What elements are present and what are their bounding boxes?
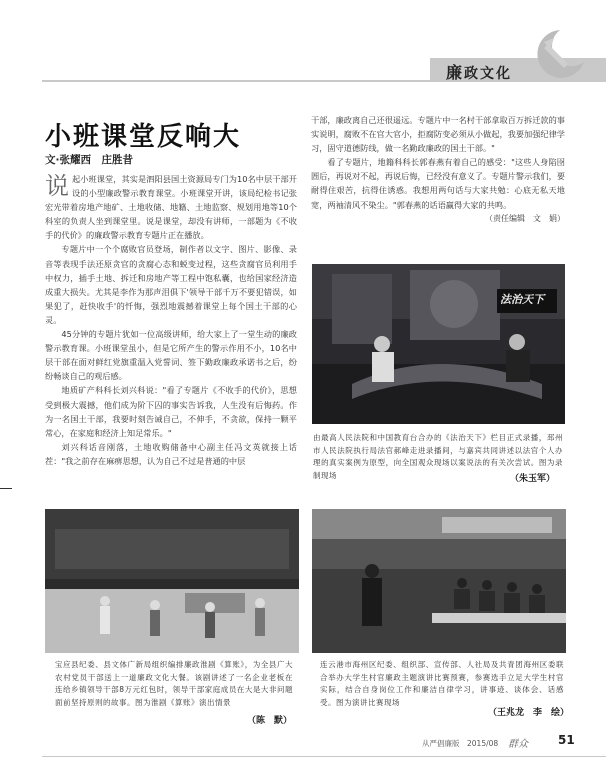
photo-speech-contest xyxy=(312,509,566,653)
credit-speech-contest: （王兆龙 李 绘） xyxy=(488,708,570,718)
margin-tick xyxy=(0,488,12,489)
paragraph-r2: 看了专题片，地籍科科长郭春燕有着自己的感受："这些人身陷囹圄后，再说对不起，再说后悔，已经没有意义了。专题片警示我们，要耐得住艰苦，抗得住诱惑。我想用两句话与大家共勉：心底无私天地宽，两袖清风不染尘。"郭春燕的话语赢得大家的共鸣。 xyxy=(311,157,565,210)
dropcap: 说 xyxy=(45,172,69,200)
footer-issue: 从严倡廉版 2015/08 xyxy=(422,739,499,748)
paragraph-3: 45分钟的专题片犹如一位高级讲师，给大家上了一堂生动的廉政警示教育课。小班课堂虽小，但是它所产生的警示作用不小，10名中层干部在面对鲜红党旗重温入党誓词、签下勤政廉政承诺书之后，纷纷畅谈自己的观后感。 xyxy=(45,329,297,382)
party-emblem-icon xyxy=(520,24,600,84)
section-title xyxy=(446,60,512,83)
editor-credit: （责任编辑 文 娟） xyxy=(485,213,565,223)
photo-opera-stage xyxy=(45,509,299,653)
credit-tv-studio: （朱玉军） xyxy=(510,474,556,484)
footer-journal: 群众 xyxy=(508,739,528,750)
paragraph-1-text: 起小班课堂，其实是泗阳县国土资源局专门为10名中层干部开设的小型廉政警示教育课堂。小班课堂开讲，该局纪检书记张宏光带着房地产地矿、土地收储、地籍、土地监察、规划用地等10个科室的负责人坐到课堂里。说是课堂，却没有讲师，一部题为《不收手的代价》的廉政警示教育专题片正在播放。 xyxy=(45,174,297,241)
article-title: 小班课堂反响大 xyxy=(45,122,242,152)
speech-contest-illustration xyxy=(312,509,566,653)
section-title-big: 廉 xyxy=(446,63,465,82)
caption-speech-contest: 连云港市海州区纪委、组织部、宣传部、人社局及共青团海州区委联合举办大学生村官廉政主题演讲比赛预赛，参赛选手立足大学生村官实际，结合自身岗位工作和廉洁自律学习，讲事迹、谈体会、话感受。图为演讲比赛现场 xyxy=(320,660,564,707)
footer-rule xyxy=(42,756,606,757)
page-number: 51 xyxy=(558,733,575,747)
studio-sign: 法治天下 xyxy=(500,293,544,306)
credit-opera-stage: （陈 默） xyxy=(247,716,293,726)
article-authors: 文·张耀西 庄胜昔 xyxy=(45,154,133,166)
paragraph-r1: 干部，廉政离自己还很遥远。专题片中一名村干部拿取百万拆迁款的事实说明，腐败不在官大官小，拒腐防变必须从小做起，我要加强纪律学习，固守道德防线，做一名勤政廉政的国土干部。" xyxy=(311,115,565,154)
caption-tv-studio: 由最高人民法院和中国教育台合办的《法治天下》栏目正式录播，邳州市人民法院执行局法官郝峰走进录播间，与嘉宾共同讲述以法官个人办理的真实案例为原型，向全国观众现场以案说法的有关次尝试。图为录制现场 xyxy=(313,433,563,480)
photo-tv-studio xyxy=(312,264,565,424)
caption-opera-stage: 宝应县纪委、县文体广新局组织编排廉政淮剧《算账》，为全县广大农村党员干部送上一道廉政文化大餐。该剧讲述了一名企业老板在连给乡镇领导干部8万元红包时，领导干部家庭成员在大是大非问题面前坚持原则的故事。图为淮剧《算账》演出情景 xyxy=(55,660,293,707)
paragraph-4: 地质矿产科科长刘兴科说："看了专题片《不收手的代价》，思想受到极大震撼，他们成为阶下囚的事实告诉我，人生没有后悔药。作为一名国土干部，我要时刻告诫自己，不伸手，不贪欲，保持一颗平常心，在家庭和经济上知足常乐。" xyxy=(45,385,297,438)
paragraph-1 xyxy=(45,172,297,242)
tv-studio-illustration xyxy=(312,264,565,424)
paragraph-2: 专题片中一个个腐败官员登场，制作者以文字、图片、影像、录音等表现手法还原贪官的贪腐心态和蜕变过程，这些贪腐官员利用手中权力，插手土地、拆迁和房地产等工程中饱私囊，也给国家经济造成重大损失。尤其是李作为那声泪俱下'领导干部千万不要犯错误，如果犯了，赶快收手'的忏悔，强烈地震撼着课堂上每个国土干部的心灵。 xyxy=(45,244,297,325)
section-title-rest: 政文化 xyxy=(464,66,513,82)
paragraph-5: 刘兴科话音刚落，土地收购储备中心副主任冯文英就接上话茬："我之前存在麻痹思想，认为自己不过是普通的中层 xyxy=(45,441,297,466)
opera-stage-illustration xyxy=(45,509,299,653)
article-column-left xyxy=(45,172,297,490)
article-column-right xyxy=(311,113,565,263)
